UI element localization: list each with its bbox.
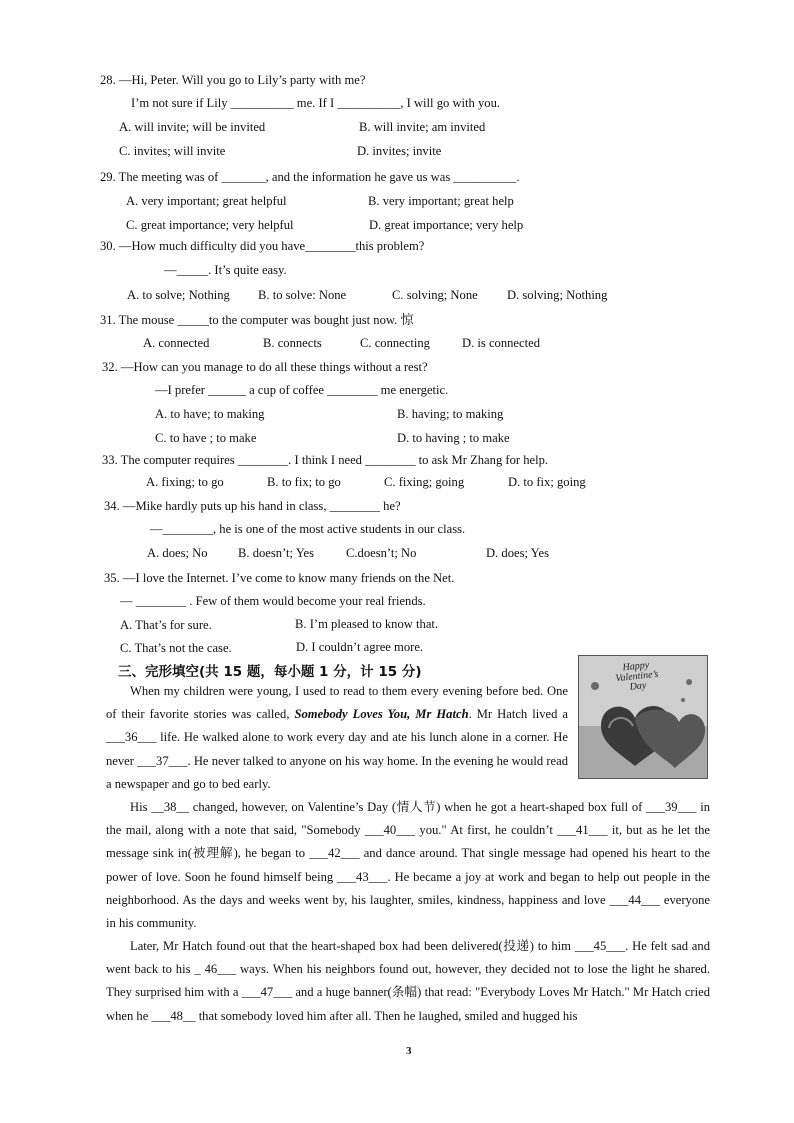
q31-stem [100, 312, 413, 329]
q34-option-a: A. does; No [147, 546, 208, 560]
q31-option-c: C. connecting [360, 336, 430, 350]
page-number: 3 [406, 1045, 412, 1057]
q35-option-b: B. I’m pleased to know that. [295, 617, 439, 631]
q31-option-b: B. connects [263, 336, 322, 350]
q32-option-d: D. to having ; to make [397, 431, 510, 445]
q32-option-c: C. to have ; to make [155, 431, 257, 445]
q29-option-b: B. very important; great help [368, 194, 514, 208]
q34-stem-2: —________, he is one of the most active students in our class. [150, 522, 466, 536]
q31-handwritten-note: 惊 [400, 313, 414, 328]
q29-option-a: A. very important; great helpful [126, 194, 287, 208]
q33-option-b: B. to fix; to go [267, 475, 341, 489]
q30-stem-2: —_____. It’s quite easy. [164, 263, 287, 277]
passage-p1-text: When my children were young, I used to read to them every evening before bed. One of their favorite stories was called, [106, 684, 568, 722]
q30-option-c: C. solving; None [392, 288, 478, 302]
q32-option-a: A. to have; to making [155, 407, 265, 421]
q33-option-d: D. to fix; going [508, 475, 586, 489]
q32-stem-2: —I prefer ______ a cup of coffee ________ me energetic. [155, 383, 449, 397]
valentine-picture [578, 655, 708, 779]
q28-stem: 28. —Hi, Peter. Will you go to Lily’s party with me? [100, 73, 366, 87]
passage-p1-text-2: . Mr Hatch lived a ___36___ life. He walked alone to work every day and ate his lunch alone in a corner. He never ___37___. He never talked to anyone on his way home. In the evening he would read a newspaper and go to bed early. [106, 707, 569, 791]
passage-paragraph-3: Later, Mr Hatch found out that the heart-shaped box had been delivered(投递) to him ___45___. He felt sad and went back to his _ 46___ ways. When his neighbors found out, however, they decided not to lose the light he shared. They surprised him with a ___47___ and a huge banner(条幅) that read: "Everybody Loves Mr Hatch." Mr Hatch cried when he ___48__ that somebody loved him after all. Then he laughed, smiled and hugged his [106, 939, 710, 1023]
q35-stem: 35. —I love the Internet. I’ve come to know many friends on the Net. [104, 571, 455, 585]
q34-option-c: C.doesn’t; No [346, 546, 417, 560]
q35-stem-2: — ________ . Few of them would become your real friends. [120, 594, 426, 608]
q28-option-a: A. will invite; will be invited [119, 120, 266, 134]
q29-option-d: D. great importance; very help [369, 218, 524, 232]
q34-option-b: B. doesn’t; Yes [238, 546, 315, 560]
picture-caption: Happy Valentine’s Day [614, 659, 659, 693]
q28-stem-2: I’m not sure if Lily __________ me. If I __________, I will go with you. [131, 96, 501, 110]
q31-option-d: D. is connected [462, 336, 540, 350]
q28-option-d: D. invites; invite [357, 144, 442, 158]
q29-stem: 29. The meeting was of _______, and the information he gave us was __________. [100, 170, 520, 184]
q29-option-c: C. great importance; very helpful [126, 218, 294, 232]
story-title: Somebody Loves You, Mr Hatch [294, 707, 469, 722]
q34-option-d: D. does; Yes [486, 546, 549, 560]
q30-option-d: D. solving; Nothing [507, 288, 608, 302]
q33-option-a: A. fixing; to go [146, 475, 224, 489]
q28-option-b: B. will invite; am invited [359, 120, 486, 134]
q35-option-d: D. I couldn’t agree more. [296, 640, 424, 654]
q30-stem: 30. —How much difficulty did you have________this problem? [100, 239, 425, 253]
q30-option-b: B. to solve: None [258, 288, 347, 302]
q28-option-c: C. invites; will invite [119, 144, 226, 158]
q33-stem: 33. The computer requires ________. I think I need ________ to ask Mr Zhang for help. [102, 453, 549, 467]
section-heading-cloze: 三、完形填空(共 15 题，每小题 1 分，计 15 分) [118, 664, 422, 680]
q30-option-a: A. to solve; Nothing [127, 288, 230, 302]
q31-option-a: A. connected [143, 336, 210, 350]
q35-option-c: C. That’s not the case. [120, 641, 232, 655]
q31-stem-text: 31. The mouse _____to the computer was bought just now. [100, 313, 401, 327]
q32-stem: 32. —How can you manage to do all these things without a rest? [102, 360, 428, 374]
q35-option-a: A. That’s for sure. [120, 618, 212, 632]
q34-stem: 34. —Mike hardly puts up his hand in class, ________ he? [104, 499, 401, 513]
q32-option-b: B. having; to making [397, 407, 504, 421]
passage-paragraph-2: His __38__ changed, however, on Valentine’s Day (情人节) when he got a heart-shaped box full of ___39___ in the mail, along with a note that said, "Somebody ___40___ you." At first, he couldn’t ___41___ it, but as he let the message sink in(被理解), he began to ___42___ and dance around. That single message had opened his heart to the power of love. Soon he found himself being ___43___. He became a joy at work and began to help out people in the neighborhood. As the days and weeks went by, his laughter, smiles, kindness, happiness and love ___44___ everyone in his community. [106, 800, 710, 931]
passage-paragraph-1 [106, 680, 568, 796]
q33-option-c: C. fixing; going [384, 475, 465, 489]
